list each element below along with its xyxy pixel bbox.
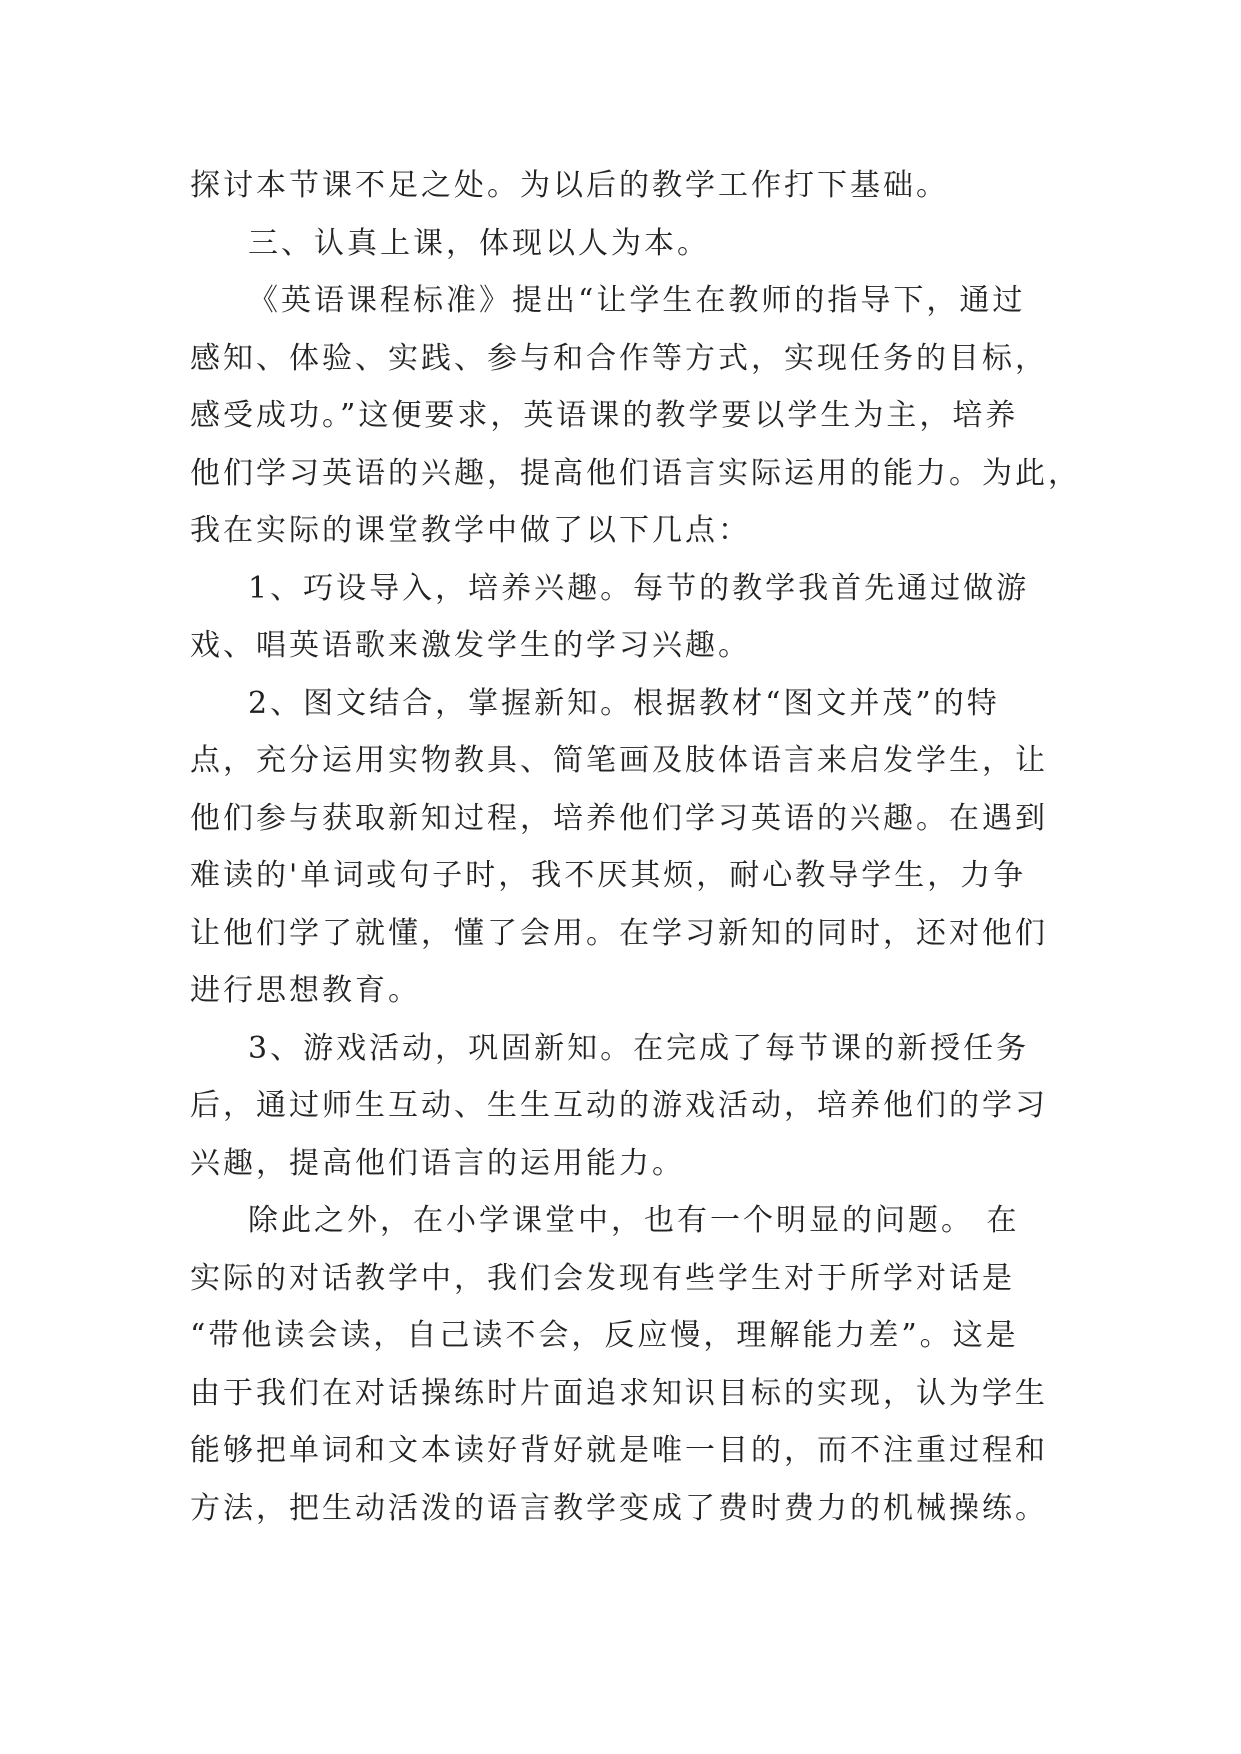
text-line: 点，充分运用实物教具、简笔画及肢体语言来启发学生，让 (190, 743, 1048, 778)
text-line: 探讨本节课不足之处。为以后的教学工作打下基础。 (190, 168, 949, 203)
text-line: “带他读会读，自己读不会，反应慢，理解能力差”。这是 (190, 1318, 1019, 1353)
text-line: 感知、体验、实践、参与和合作等方式，实现任务的目标， (190, 340, 1048, 376)
text-line: 三、认真上课，体现以人为本。 (248, 225, 710, 261)
text-line: 后，通过师生互动、生生互动的游戏活动，培养他们的学习 (190, 1088, 1048, 1123)
text-line: 难读的'单词或句子时，我不厌其烦，耐心教导学生，力争 (190, 858, 1027, 893)
text-line: 进行思想教育。 (190, 973, 421, 1008)
text-line: 他们参与获取新知过程，培养他们学习英语的兴趣。在遇到 (190, 800, 1048, 836)
text-line: 1、巧设导入，培养兴趣。每节的教学我首先通过做游 (248, 570, 1030, 606)
text-line: 方法，把生动活泼的语言教学变成了费时费力的机械操练。 (190, 1490, 1048, 1526)
document-body (190, 157, 1081, 1537)
text-line: 3、游戏活动，巩固新知。在完成了每节课的新授任务 (248, 1030, 1030, 1066)
text-line: 《英语课程标准》提出“让学生在教师的指导下，通过 (248, 283, 1026, 318)
text-line: 让他们学了就懂，懂了会用。在学习新知的同时，还对他们 (190, 915, 1048, 951)
text-line: 戏、唱英语歌来激发学生的学习兴趣。 (190, 628, 751, 663)
text-line: 兴趣，提高他们语言的运用能力。 (190, 1145, 685, 1181)
text-line: 他们学习英语的兴趣，提高他们语言实际运用的能力。为此， (190, 455, 1081, 491)
text-line: 实际的对话教学中，我们会发现有些学生对于所学对话是 (190, 1260, 1015, 1296)
text-line: 我在实际的课堂教学中做了以下几点： (190, 513, 751, 548)
text-line: 2、图文结合，掌握新知。根据教材“图文并茂”的特 (248, 685, 1000, 721)
text-line: 由于我们在对话操练时片面追求知识目标的实现，认为学生 (190, 1375, 1048, 1411)
text-line: 能够把单词和文本读好背好就是唯一目的，而不注重过程和 (190, 1433, 1048, 1468)
text-line: 除此之外，在小学课堂中，也有一个明显的问题。 在 (248, 1203, 1020, 1238)
text-line: 感受成功。”这便要求，英语课的教学要以学生为主，培养 (190, 398, 1019, 433)
